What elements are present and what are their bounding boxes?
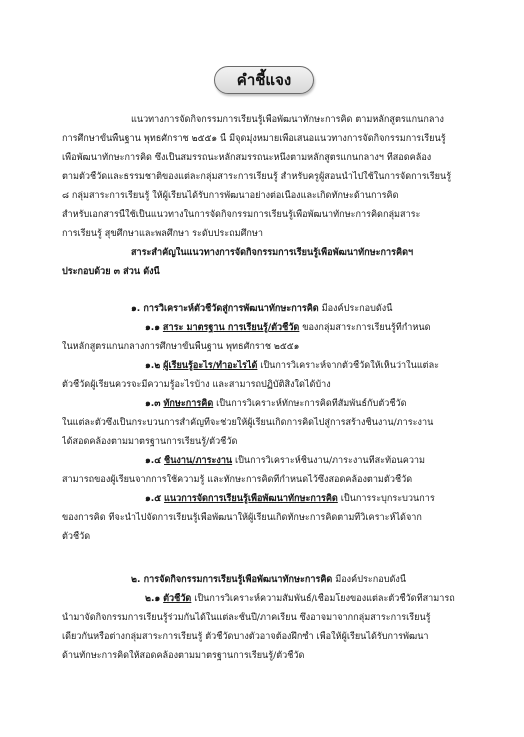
item-number: ๑.๔: [145, 456, 162, 466]
list-item: [145, 322, 512, 334]
item-text-line: ในหลักสูตรแกนกลางการศึกษาขั้นพื้นฐาน พุทธศักราช ๒๕๕๑: [62, 342, 300, 352]
item-text-line: ในแต่ละตัวซึ่งเป็นกระบวนการสำคัญที่จะช่วยให้ผู้เรียนเกิดการคิดไปสู่การสร้างชิ้นงาน/ภาระงาน: [62, 418, 434, 428]
item-number: ๑.๓: [145, 399, 161, 409]
intro-line: ๘ กลุ่มสาระการเรียนรู้ ให้ผู้เรียนได้รับการพัฒนาอย่างต่อเนื่องและเกิดทักษะด้านการคิด: [62, 191, 399, 201]
item-label: ตัวชี้วัด: [163, 594, 192, 604]
item-text: เป็นการวิเคราะห์ชิ้นงาน/ภาระงานที่สะท้อนความ: [232, 456, 426, 466]
item-number: ๑.๑: [145, 323, 160, 333]
intro-line: การศึกษาขั้นพื้นฐาน พุทธศักราช ๒๕๕๑ นี้ มีจุดมุ่งหมายเพื่อเสนอแนวทางการจัดกิจกรรมการเรียนรู้: [62, 134, 446, 144]
item-text-line: ตัวชี้วัด: [62, 532, 91, 542]
item-text: เป็นการวิเคราะห์ทักษะการคิดที่สัมพันธ์กับตัวชี้วัด: [213, 399, 407, 409]
list-item: [145, 493, 512, 505]
item-text-line: ตัวชี้วัดผู้เรียนควรจะมีความรู้อะไรบ้าง และสามารถปฏิบัติสิ่งใดได้บ้าง: [62, 380, 331, 390]
item-text: เป็นการวิเคราะห์จากตัวชี้วัดให้เห็นว่าในแต่ละ: [257, 361, 440, 371]
section1-heading: [131, 303, 511, 315]
list-item: [145, 360, 512, 372]
item-text-line: ได้สอดคล้องตามมาตรฐานการเรียนรู้/ตัวชี้วัด: [62, 437, 238, 447]
list-item: [145, 398, 512, 410]
item-label: ผู้เรียนรู้อะไร/ทำอะไรได้: [163, 361, 258, 371]
item-text: เป็นการระบุกระบวนการ: [337, 494, 435, 504]
item-text-line: นำมาจัดกิจกรรมการเรียนรู้ร่วมกันได้ในแต่ละชั้นปี/ภาคเรียน ซึ่งอาจมาจากกลุ่มสาระการเรียนรู้: [62, 613, 431, 623]
intro-line: สำหรับเอกสารนี้ใช้เป็นแนวทางในการจัดกิจกรรมการเรียนรู้เพื่อพัฒนาทักษะการคิดกลุ่มสาระ: [62, 210, 421, 220]
item-number: ๑.๕: [145, 494, 162, 504]
intro-line: แนวทางการจัดกิจกรรมการเรียนรู้เพื่อพัฒนาทักษะการคิด ตามหลักสูตรแกนกลาง: [131, 115, 444, 125]
item-text-line: ด้านทักษะการคิดให้สอดคล้องตามมาตรฐานการเรียนรู้/ตัวชี้วัด: [62, 651, 305, 661]
item-label: สาระ มาตรฐาน การเรียนรู้/ตัวชี้วัด: [162, 323, 300, 333]
item-text-line: ของการคิด ที่จะนำไปจัดการเรียนรู้เพื่อพัฒนาให้ผู้เรียนเกิดทักษะการคิดตามที่วิเคราะห์ได้จาก: [62, 513, 422, 523]
section2-heading-title: ๒. การจัดกิจกรรมการเรียนรู้เพื่อพัฒนาทักษะการคิด: [131, 575, 333, 585]
title-badge: [214, 66, 314, 94]
section2-heading-suffix: มีองค์ประกอบดังนี้: [332, 575, 407, 585]
item-text: ของกลุ่มสาระการเรียนรู้ที่กำหนด: [299, 323, 431, 333]
page-title: คำชี้แจง: [236, 71, 292, 89]
item-label: ชิ้นงาน/ภาระงาน: [164, 456, 233, 466]
item-number: ๒.๑: [145, 594, 161, 604]
intro-line: การเรียนรู้ สุขศึกษาและพลศึกษา ระดับประถมศึกษา: [62, 229, 263, 239]
intro-line: ตามตัวชี้วัดและธรรมชาติของแต่ละกลุ่มสาระการเรียนรู้ สำหรับครูผู้สอนนำไปใช้ในการจัดการเรียนรู้: [62, 172, 452, 182]
list-item: [145, 593, 512, 605]
item-text: เป็นการวิเคราะห์ความสัมพันธ์/เชื่อมโยงของแต่ละตัวชี้วัดที่สามารถ: [191, 594, 455, 604]
item-text-line: เดียวกันหรือต่างกลุ่มสาระการเรียนรู้ ตัวชี้วัดบางตัวอาจต้องฝึกซ้ำ เพื่อให้ผู้เรียนได้รับการพัฒนา: [62, 632, 429, 642]
item-number: ๑.๒: [145, 361, 161, 371]
section2-heading: [131, 574, 511, 586]
item-label: แนวการจัดการเรียนรู้เพื่อพัฒนาทักษะการคิด: [164, 494, 338, 504]
section1-heading-title: ๑. การวิเคราะห์ตัวชี้วัดสู่การพัฒนาทักษะการคิด: [131, 304, 319, 314]
essence-line: สาระสำคัญในแนวทางการจัดกิจกรรมการเรียนรู้เพื่อพัฒนาทักษะการคิดฯ: [131, 248, 414, 258]
list-item: [145, 455, 512, 467]
item-label: ทักษะการคิด: [163, 399, 214, 409]
intro-line: เพื่อพัฒนาทักษะการคิด ซึ่งเป็นสมรรถนะหลักสมรรถนะหนึ่งตามหลักสูตรแกนกลางฯ ที่สอดคล้อง: [62, 153, 432, 163]
section1-heading-suffix: มีองค์ประกอบดังนี้: [318, 304, 393, 314]
essence-line: ประกอบด้วย ๓ ส่วน ดังนี้: [62, 267, 160, 277]
item-text-line: สามารถของผู้เรียนจากการใช้ความรู้ และทักษะการคิดที่กำหนดไว้ซึ่งสอดคล้องตามตัวชี้วัด: [62, 475, 413, 485]
